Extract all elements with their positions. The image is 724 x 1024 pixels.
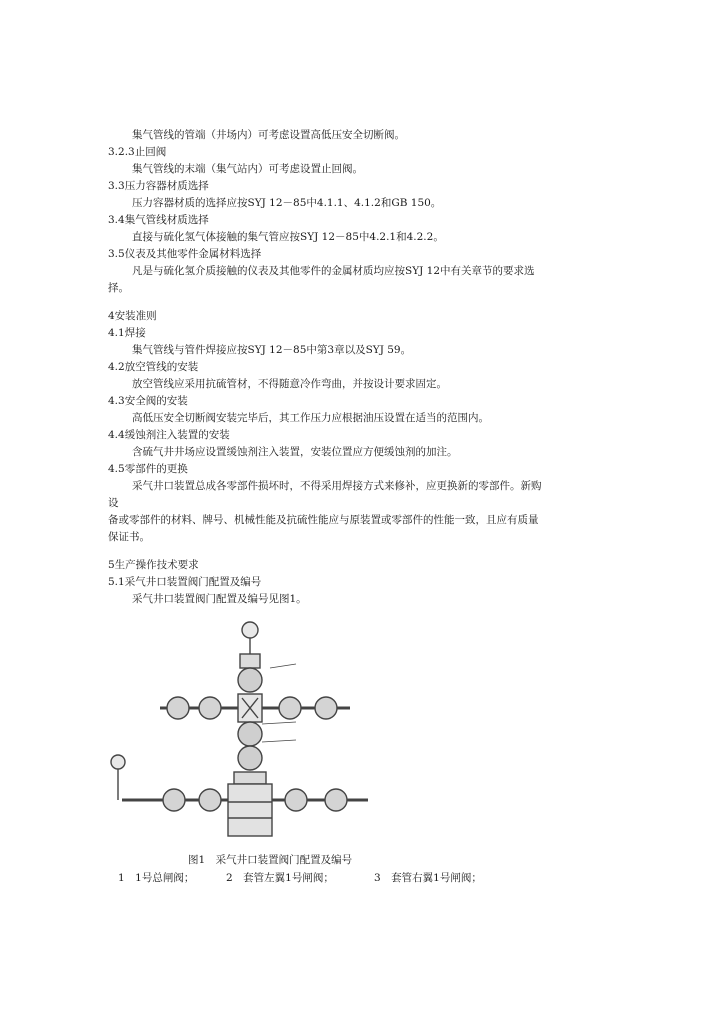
tubing-left-valve-1-icon <box>167 697 189 719</box>
casing-left-valve-1-icon <box>199 789 221 811</box>
casing-gauge-icon <box>111 755 125 769</box>
figure-legend-item: 3 套管右翼1号闸阀； <box>374 872 482 884</box>
paragraph-line: 集气管线的末端（集气站内）可考虑设置止回阀。 <box>132 163 363 175</box>
tree-cap <box>240 654 260 668</box>
casing-left-valve-2-icon <box>163 789 185 811</box>
section-heading: 4.4缓蚀剂注入装置的安装 <box>108 429 230 441</box>
upper-master-valve-icon <box>238 668 262 692</box>
section-heading: 3.4集气管线材质选择 <box>108 214 209 226</box>
casing-right-valve-2-icon <box>325 789 347 811</box>
paragraph-line: 集气管线的管端（井场内）可考虑设置高低压安全切断阀。 <box>132 129 405 141</box>
master-valve-icon <box>238 722 262 746</box>
pressure-gauge-icon <box>242 622 258 638</box>
casing-head <box>228 784 272 836</box>
figure-caption: 图1 采气井口装置阀门配置及编号 <box>188 854 353 866</box>
paragraph-line: 含硫气井井场应设置缓蚀剂注入装置，安装位置应方便缓蚀剂的加注。 <box>132 446 458 458</box>
tubing-right-valve-1-icon <box>279 697 301 719</box>
paragraph-line: 采气井口装置总成各零部件损坏时，不得采用焊接方式来修补，应更换新的零部件。新购 <box>132 480 542 492</box>
paragraph-line: 采气井口装置阀门配置及编号见图1。 <box>132 593 307 605</box>
paragraph-line: 压力容器材质的选择应按SYJ 12－85中4.1.1、4.1.2和GB 150。 <box>132 197 442 209</box>
tubing-head <box>234 772 266 784</box>
paragraph-line: 择。 <box>108 282 129 294</box>
tubing-right-valve-2-icon <box>315 697 337 719</box>
section-heading: 5.1采气井口装置阀门配置及编号 <box>108 576 262 588</box>
paragraph-line: 设 <box>108 497 119 509</box>
paragraph-line: 放空管线应采用抗硫管材，不得随意冷作弯曲，并按设计要求固定。 <box>132 378 447 390</box>
tubing-left-valve-2-icon <box>199 697 221 719</box>
figure-legend-item: 2 套管左翼1号闸阀； <box>226 872 334 884</box>
section-heading: 4.5零部件的更换 <box>108 463 188 475</box>
chapter-heading: 4安装准则 <box>108 310 157 322</box>
section-heading: 3.5仪表及其他零件金属材料选择 <box>108 248 262 260</box>
section-heading: 4.2放空管线的安装 <box>108 361 199 373</box>
wellhead-valve-figure <box>100 612 380 844</box>
paragraph-line: 凡是与硫化氢介质接触的仪表及其他零件的金属材质均应按SYJ 12中有关章节的要求选 <box>132 265 535 277</box>
paragraph-line: 直接与硫化氢气体接触的集气管应按SYJ 12－85中4.2.1和4.2.2。 <box>132 231 444 243</box>
section-heading: 3.3压力容器材质选择 <box>108 180 209 192</box>
section-heading: 4.1焊接 <box>108 327 146 339</box>
figure-legend-item: 1 1号总闸阀； <box>118 872 195 884</box>
section-heading: 4.3安全阀的安装 <box>108 395 188 407</box>
lower-master-valve-icon <box>238 746 262 770</box>
paragraph-line: 保证书。 <box>108 531 150 543</box>
paragraph-line: 高低压安全切断阀安装完毕后，其工作压力应根据油压设置在适当的范围内。 <box>132 412 489 424</box>
paragraph-line: 集气管线与管件焊接应按SYJ 12－85中第3章以及SYJ 59。 <box>132 344 412 356</box>
casing-right-valve-1-icon <box>285 789 307 811</box>
paragraph-line: 备或零部件的材料、牌号、机械性能及抗硫性能应与原装置或零部件的性能一致，且应有质量 <box>108 514 539 526</box>
section-heading: 3.2.3止回阀 <box>108 146 167 158</box>
chapter-heading: 5生产操作技术要求 <box>108 559 199 571</box>
